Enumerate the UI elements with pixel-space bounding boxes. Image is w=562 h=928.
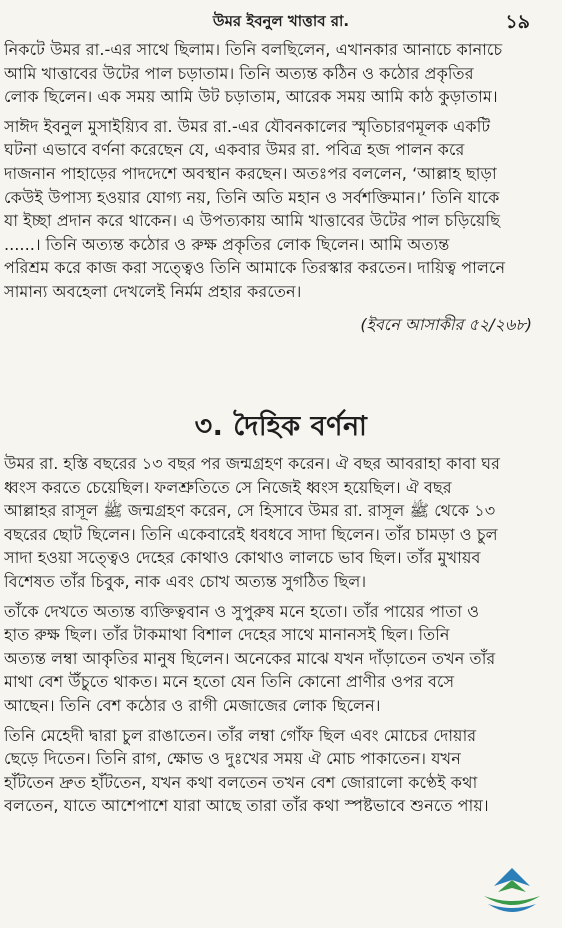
text-line: বছরের ছোট ছিলেন। তিনি একেবারেই ধবধবে সাদা ছিলেন। তাঁর চামড়া ও চুল: [4, 524, 498, 544]
paragraph: [4, 115, 550, 304]
citation: (ইবনে আসাকীর ৫২/২৬৮): [360, 314, 532, 334]
text-line: সাঈদ ইবনুল মুসাইয়্যিব রা. উমর রা.-এর যৌবনকালের স্মৃতিচারণমূলক একটি: [4, 116, 491, 136]
text-line: বিশেষত তাঁর চিবুক, নাক এবং চোখ অত্যন্ত সুগঠিত ছিল।: [4, 571, 367, 591]
text-line: বলতেন, যাতে আশেপাশে যারা আছে তারা তাঁর কথা স্পষ্টভাবে শুনতে পায়।: [4, 796, 489, 816]
text-line: ঘটনা এভাবে বর্ণনা করেছেন যে, একবার উমর রা. পবিত্র হজ পালন করে: [4, 140, 465, 160]
text-line: কেউই উপাস্য হওয়ার যোগ্য নয়, তিনি অতি মহান ও সর্বশক্তিমান।’ তিনি যাকে: [4, 187, 500, 207]
text-line: লোক ছিলেন। এক সময় আমি উট চড়াতাম, আরেক সময় আমি কাঠ কুড়াতাম।: [4, 87, 498, 107]
text-line: দাজনান পাহাড়ের পাদদেশে অবস্থান করছেন। অতঃপর বললেন, ‘আল্লাহ ছাড়া: [4, 163, 497, 183]
text-line: মাথা বেশ উঁচুতে থাকত। মনে হতো যেন তিনি কোনো প্রাণীর ওপর বসে: [4, 672, 455, 692]
paragraph: [4, 38, 550, 109]
paragraph: [4, 600, 550, 718]
intro-text: [4, 38, 550, 339]
text-line: অত্যন্ত লম্বা আকৃতির মানুষ ছিলেন। অনেকের মাঝে যখন দাঁড়াতেন তখন তাঁর: [4, 648, 496, 668]
running-title: উমর ইবনুল খাত্তাব রা.: [212, 12, 350, 30]
text-line: উমর রা. হস্তি বছরের ১৩ বছর পর জন্মগ্রহণ করেন। ঐ বছর আবরাহা কাবা ঘর: [4, 454, 501, 473]
text-line: সামান্য অবহেলা দেখলেই নির্মম প্রহার করতেন।: [4, 281, 302, 301]
text-line: হাঁটতেন দ্রুত হাঁটতেন, যখন কথা বলতেন তখন বেশ জোরালো কণ্ঠেই কথা: [4, 772, 478, 792]
text-line: তিনি মেহেদী দ্বারা চুল রাঙাতেন। তাঁর লম্বা গোঁফ ছিল এবং মোচের দোয়ার: [4, 725, 477, 745]
section-heading: ৩. দৈহিক বর্ণনা: [194, 411, 368, 442]
text-line: হাত রুক্ষ ছিল। তাঁর টাকমাথা বিশাল দেহের সাথে মানানসই ছিল। তিনি: [4, 625, 450, 645]
text-line: যা ইচ্ছা প্রদান করে থাকেন। এ উপত্যকায় আমি খাত্তাবের উটের পাল চড়িয়েছি: [4, 211, 500, 231]
section-text: [4, 452, 550, 824]
text-line: ধ্বংস করতে চেয়েছিল। ফলশ্রুতিতে সে নিজেই ধ্বংস হয়েছিল। ঐ বছর: [4, 477, 452, 497]
publisher-logo-icon: [478, 866, 546, 918]
text-line: পরিশ্রম করে কাজ করা সত্ত্বেও তিনি আমাকে তিরস্কার করতেন। দায়িত্ব পালনে: [4, 258, 506, 278]
text-line: ছেড়ে দিতেন। তিনি রাগ, ক্ষোভ ও দুঃখের সময় ঐ মোচ পাকাতেন। যখন: [4, 749, 461, 769]
text-line: আল্লাহর রাসূল ﷺ জন্মগ্রহণ করেন, সে হিসাবে উমর রা. রাসূল ﷺ থেকে ১৩: [4, 501, 496, 521]
text-line: নিকটে উমর রা.-এর সাথে ছিলাম। তিনি বলছিলেন, এখানকার আনাচে কানাচে: [4, 40, 503, 59]
paragraph: [4, 724, 550, 818]
page-header: [0, 6, 562, 36]
text-line: আছেন। তিনি বেশ কঠোর ও রাগী মেজাজের লোক ছিলেন।: [4, 695, 381, 715]
text-line: আমি খাত্তাবের উটের পাল চড়াতাম। তিনি অত্যন্ত কঠিন ও কঠোর প্রকৃতির: [4, 63, 474, 83]
page-number: ১৯: [505, 11, 530, 33]
text-line: ......। তিনি অত্যন্ত কঠোর ও রুক্ষ প্রকৃতির লোক ছিলেন। আমি অত্যন্ত: [4, 234, 450, 254]
text-line: সাদা হওয়া সত্ত্বেও দেহের কোথাও কোথাও লালচে ভাব ছিল। তাঁর মুখায়ব: [4, 548, 481, 568]
paragraph: [4, 452, 550, 594]
text-line: তাঁকে দেখতে অত্যন্ত ব্যক্তিত্ববান ও সুপুরুষ মনে হতো। তাঁর পায়ের পাতা ও: [4, 601, 480, 621]
